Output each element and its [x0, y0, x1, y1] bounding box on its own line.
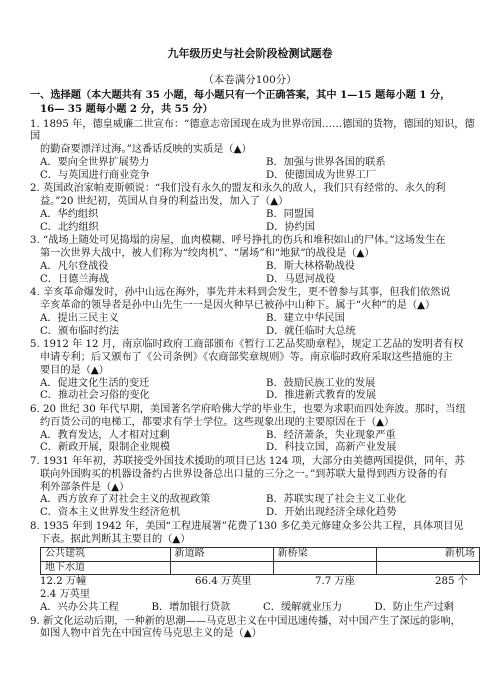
question-stem-cont: 利外部条件是（▲）	[40, 481, 130, 493]
question-stem: 1. 1895 年，德皇威廉二世宣布：“德意志帝国现在成为世界帝国……德国的货物，德国的知识，德国	[30, 118, 475, 143]
option-d[interactable]: D．就任临时大总统	[266, 325, 356, 337]
question-stem-cont: 要目的是（▲）	[40, 364, 109, 376]
exam-subtitle: （本卷满分100分）	[203, 74, 297, 86]
value-buildings: 12.2 万幢	[40, 576, 87, 588]
option-d[interactable]: D．推进新式教育的发展	[266, 390, 377, 402]
question-stem-cont: 约百货公司的电梯工，都要求有学士学位。这些现象出现的主要原因在于（▲）	[40, 416, 395, 428]
option-b[interactable]: B．建立中华民国	[266, 312, 345, 324]
public-works-table	[40, 547, 480, 575]
table-cell: 新桥梁	[273, 548, 376, 562]
question-stem-cont: 的勤奋要漂洋过海。”这番话反映的实质是（▲）	[40, 144, 252, 155]
question-4	[30, 287, 482, 338]
option-c[interactable]: C．与英国进行商业竞争	[40, 169, 150, 181]
options	[30, 378, 482, 404]
table-values-row	[30, 576, 482, 589]
option-b[interactable]: B．同盟国	[266, 208, 315, 220]
question-8	[30, 521, 482, 615]
option-d[interactable]: D．科技立国，高新产业发展	[266, 442, 397, 454]
value-sewers: 2.4 万英里	[40, 589, 91, 600]
option-d[interactable]: D．协约国	[266, 221, 315, 233]
options	[30, 494, 482, 520]
question-stem: 9. 新文化运动后期，一种新的思潮——马克思主义在中国迅速传播，对中国产生了深远的影响，	[30, 615, 461, 627]
options	[30, 430, 482, 456]
question-7	[30, 456, 482, 520]
question-stem-cont: 第一次世界大战中，被人们称为“绞肉机”、“屠场”和“地狱”的战役是（▲）	[40, 248, 375, 259]
question-stem: 7. 1931 年年初，苏联接受外国技术援助的项目已达 124 项，大部分由美德两国提供，同年，苏	[30, 456, 465, 467]
question-stem-cont: 申请专利；后又颁布了《公司条例》《农商部奖章规则》等。南京临时政府采取这些措施的主	[40, 352, 453, 363]
question-9	[30, 616, 482, 642]
option-c[interactable]: C．北约组织	[40, 221, 99, 233]
option-b[interactable]: B．斯大林格勒战役	[266, 260, 355, 272]
options	[30, 157, 482, 183]
option-a[interactable]: A．促进文化生活的变迁	[40, 377, 150, 389]
value-airports: 285 个	[435, 576, 468, 588]
section-heading: 一、选择题（本大题共有 35 小题，每小题只有一个正确答案，其中 1—15 题每小题 1 分，	[30, 89, 451, 101]
table-cell	[170, 561, 273, 575]
question-stem: 4. 辛亥革命爆发时，孙中山远在海外，事先并未料到会发生，更不曾参与其事，但我们依然说	[30, 287, 451, 299]
option-a[interactable]: A．兴办公共工程	[40, 601, 119, 613]
value-bridges: 7.7 万座	[315, 576, 355, 588]
question-3	[30, 235, 482, 286]
option-b[interactable]: B．鼓励民族工业的发展	[266, 377, 376, 389]
table-cell: 公共建筑	[41, 548, 171, 562]
question-stem-cont: 如图人物中首先在中国宣传马克思主义的是（▲）	[40, 628, 262, 640]
value-roads: 66.4 万英里	[195, 576, 252, 588]
question-stem-cont: 辛亥革命的领导者是孙中山先生一一是因火种早已被孙中山种下。属于“火种”的是（▲）	[40, 300, 436, 311]
table-row	[41, 548, 480, 562]
option-d[interactable]: D．使德国成为世界工厂	[266, 169, 377, 181]
exam-title: 九年级历史与社会阶段检测试题卷	[167, 47, 333, 60]
table-cell	[376, 561, 479, 575]
question-stem: 8. 1935 年到 1942 年，美国“工程进展署”花费了130 多亿美元修建众多公共工程，具体项目见	[30, 520, 464, 532]
option-a[interactable]: A．华约组织	[40, 208, 99, 220]
table-cell	[273, 561, 376, 575]
option-a[interactable]: A．西方放弃了对社会主义的敌视政策	[40, 494, 211, 506]
exam-content	[30, 89, 482, 642]
option-c[interactable]: C．颁布临时约法	[40, 325, 120, 337]
question-1	[30, 119, 482, 183]
options	[30, 209, 482, 235]
option-c[interactable]: C．资本主义世界发生经济危机	[40, 507, 181, 518]
option-c[interactable]: C．缓解就业压力	[263, 601, 343, 613]
question-stem: 5. 1912 年 12 月，南京临时政府工商部颁布《暂行工艺品奖励章程》，规定工艺品的发明者有权	[30, 339, 464, 351]
option-a[interactable]: A．提出三民主义	[40, 312, 119, 324]
question-stem-cont: 益。”20 世纪初，英国从自身的利益出发，加入了（▲）	[40, 196, 289, 207]
option-b[interactable]: B．加强与世界各国的联系	[266, 156, 386, 168]
options	[30, 261, 482, 287]
question-2	[30, 183, 482, 234]
question-stem: 6. 20 世纪 30 年代早期，美国著名学府哈佛大学的毕业生，也要为求职而四处奔波。那时，当纽	[30, 404, 466, 415]
question-5	[30, 339, 482, 403]
option-a[interactable]: A．要向全世界扩展势力	[40, 156, 150, 168]
table-cell: 新机场	[376, 548, 479, 562]
option-c[interactable]: C．日德兰海战	[40, 273, 109, 285]
option-b[interactable]: B．经济萧条，失业现象严重	[266, 429, 396, 441]
question-stem: 2. 英国政治家帕麦斯顿说：“我们没有永久的盟友和永久的敌人，我们只有经常的、永久的利	[30, 183, 446, 195]
option-a[interactable]: A．教育发达，人才相对过剩	[40, 429, 170, 441]
option-b[interactable]: B．苏联实现了社会主义工业化	[266, 494, 406, 506]
question-stem: 3. “战场上随处可见捣塌的房屋，血肉模糊、呼号挣扎的伤兵和堆积如山的尸体。”这场发生在	[30, 235, 446, 247]
options	[30, 602, 482, 615]
question-stem-cont: 下表。据此判断其主要目的（▲）	[40, 533, 191, 545]
question-stem-cont: 联向外国购买的机器设备约占世界设备总出口量的三分之一。”到苏联大量得到西方设备的有	[40, 468, 448, 480]
option-c[interactable]: C．新政开展，限制企业规模	[40, 442, 171, 454]
table-cell: 地下水道	[41, 561, 171, 575]
option-b[interactable]: B．增加银行贷款	[151, 601, 231, 613]
option-d[interactable]: D．马恩河战役	[266, 273, 336, 285]
options	[30, 313, 482, 339]
option-d[interactable]: D．开始出现经济全球化趋势	[266, 507, 397, 518]
section-heading-cont: 16— 35 题每小题 2 分，共 55 分）	[40, 102, 213, 115]
question-6	[30, 404, 482, 455]
table-cell: 新道路	[170, 548, 273, 562]
option-d[interactable]: D．防止生产过剩	[374, 601, 454, 613]
option-a[interactable]: A．凡尔登战役	[40, 260, 109, 272]
table-row	[41, 561, 480, 575]
option-c[interactable]: C．推动社会习俗的变化	[40, 390, 150, 402]
